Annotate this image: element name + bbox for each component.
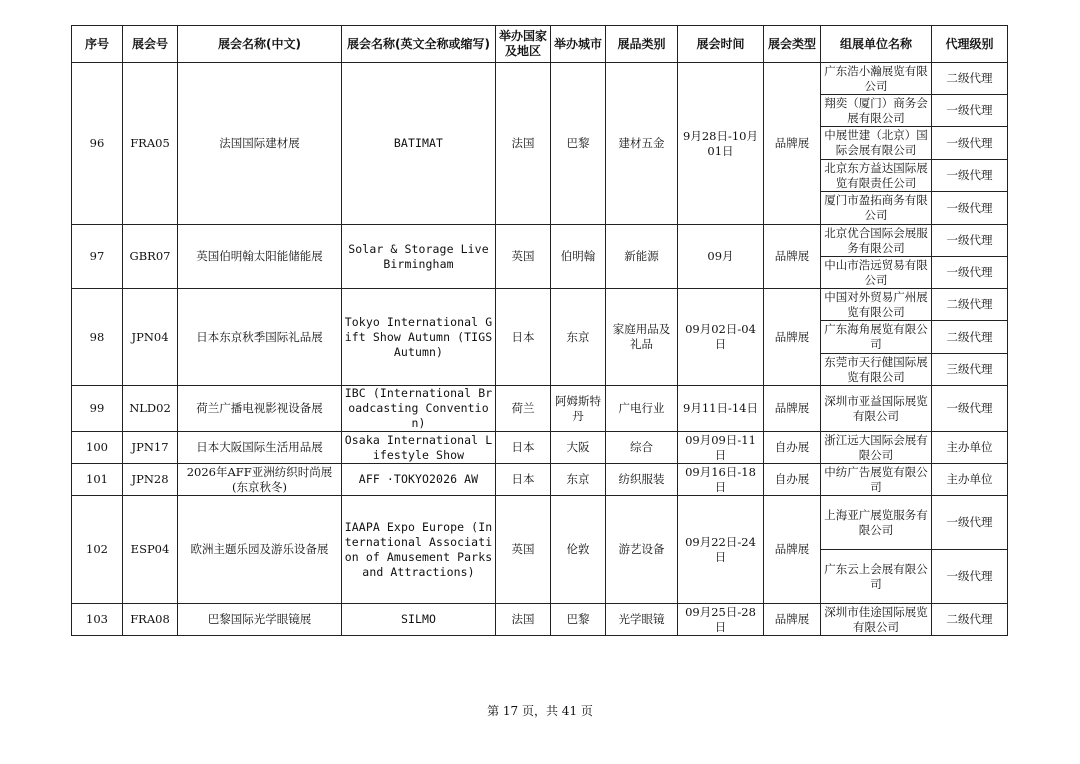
cell-organizer: 深圳市佳途国际展览有限公司 xyxy=(821,604,932,636)
header-level: 代理级别 xyxy=(932,26,1008,63)
table-row xyxy=(72,604,1008,636)
cell-time: 09月09日-11日 xyxy=(678,432,764,464)
cell-no: 98 xyxy=(72,289,123,386)
cell-country: 日本 xyxy=(496,289,551,386)
cell-level: 一级代理 xyxy=(932,257,1008,289)
header-time: 展会时间 xyxy=(678,26,764,63)
cell-category: 建材五金 xyxy=(606,63,678,225)
cell-level: 二级代理 xyxy=(932,604,1008,636)
cell-level: 一级代理 xyxy=(932,496,1008,550)
cell-level: 主办单位 xyxy=(932,464,1008,496)
cell-category: 纺织服装 xyxy=(606,464,678,496)
cell-time: 09月25日-28日 xyxy=(678,604,764,636)
cell-time: 09月22日-24日 xyxy=(678,496,764,604)
cell-type: 品牌展 xyxy=(764,386,821,432)
cell-level: 主办单位 xyxy=(932,432,1008,464)
cell-category: 广电行业 xyxy=(606,386,678,432)
cell-name-en: Solar & Storage Live Birmingham xyxy=(342,225,496,289)
cell-type: 品牌展 xyxy=(764,289,821,386)
cell-organizer: 广东浩小瀚展览有限公司 xyxy=(821,63,932,95)
cell-category: 新能源 xyxy=(606,225,678,289)
cell-city: 伦敦 xyxy=(551,496,606,604)
cell-category: 游艺设备 xyxy=(606,496,678,604)
cell-city: 巴黎 xyxy=(551,63,606,225)
cell-country: 荷兰 xyxy=(496,386,551,432)
cell-name-cn: 荷兰广播电视影视设备展 xyxy=(178,386,342,432)
cell-organizer: 北京东方益达国际展览有限责任公司 xyxy=(821,160,932,192)
cell-name-en: SILMO xyxy=(342,604,496,636)
cell-name-en: IBC (International Broadcasting Convention) xyxy=(342,386,496,432)
cell-category: 综合 xyxy=(606,432,678,464)
cell-name-cn: 巴黎国际光学眼镜展 xyxy=(178,604,342,636)
cell-organizer: 翔奕（厦门）商务会展有限公司 xyxy=(821,95,932,127)
cell-organizer: 中展世建（北京）国际会展有限公司 xyxy=(821,127,932,160)
cell-name-cn: 英国伯明翰太阳能储能展 xyxy=(178,225,342,289)
cell-time: 9月11日-14日 xyxy=(678,386,764,432)
cell-category: 光学眼镜 xyxy=(606,604,678,636)
table-row xyxy=(72,289,1008,321)
header-category: 展品类别 xyxy=(606,26,678,63)
cell-no: 102 xyxy=(72,496,123,604)
cell-organizer: 东莞市天行健国际展览有限公司 xyxy=(821,354,932,386)
cell-code: JPN17 xyxy=(123,432,178,464)
cell-type: 自办展 xyxy=(764,432,821,464)
cell-no: 103 xyxy=(72,604,123,636)
cell-level: 一级代理 xyxy=(932,550,1008,604)
cell-city: 阿姆斯特丹 xyxy=(551,386,606,432)
cell-type: 品牌展 xyxy=(764,604,821,636)
cell-type: 品牌展 xyxy=(764,225,821,289)
cell-code: NLD02 xyxy=(123,386,178,432)
cell-time: 09月 xyxy=(678,225,764,289)
cell-name-en: IAAPA Expo Europe (International Association of Amusement Parks and Attractions) xyxy=(342,496,496,604)
header-city: 举办城市 xyxy=(551,26,606,63)
cell-city: 东京 xyxy=(551,289,606,386)
cell-name-en: Osaka International Lifestyle Show xyxy=(342,432,496,464)
header-country: 举办国家及地区 xyxy=(496,26,551,63)
cell-level: 一级代理 xyxy=(932,127,1008,160)
cell-city: 巴黎 xyxy=(551,604,606,636)
cell-type: 自办展 xyxy=(764,464,821,496)
cell-code: FRA05 xyxy=(123,63,178,225)
cell-country: 英国 xyxy=(496,496,551,604)
cell-type: 品牌展 xyxy=(764,496,821,604)
header-type: 展会类型 xyxy=(764,26,821,63)
cell-organizer: 中纺广告展览有限公司 xyxy=(821,464,932,496)
cell-level: 二级代理 xyxy=(932,321,1008,354)
cell-code: JPN28 xyxy=(123,464,178,496)
cell-name-cn: 法国国际建材展 xyxy=(178,63,342,225)
cell-no: 100 xyxy=(72,432,123,464)
cell-organizer: 深圳市亚益国际展览有限公司 xyxy=(821,386,932,432)
cell-name-cn: 日本大阪国际生活用品展 xyxy=(178,432,342,464)
table-body xyxy=(72,63,1008,636)
header-no: 序号 xyxy=(72,26,123,63)
header-row xyxy=(72,26,1008,63)
cell-level: 三级代理 xyxy=(932,354,1008,386)
cell-organizer: 广东云上会展有限公司 xyxy=(821,550,932,604)
table-row xyxy=(72,225,1008,257)
table-row xyxy=(72,386,1008,432)
cell-city: 东京 xyxy=(551,464,606,496)
cell-organizer: 中山市浩远贸易有限公司 xyxy=(821,257,932,289)
table-row xyxy=(72,432,1008,464)
cell-category: 家庭用品及礼品 xyxy=(606,289,678,386)
cell-organizer: 上海亚广展览服务有限公司 xyxy=(821,496,932,550)
table-row xyxy=(72,464,1008,496)
exhibition-table xyxy=(71,25,1008,636)
cell-level: 一级代理 xyxy=(932,95,1008,127)
table-row xyxy=(72,63,1008,95)
cell-name-cn: 欧洲主题乐园及游乐设备展 xyxy=(178,496,342,604)
cell-country: 法国 xyxy=(496,63,551,225)
cell-level: 一级代理 xyxy=(932,386,1008,432)
cell-type: 品牌展 xyxy=(764,63,821,225)
cell-organizer: 厦门市盈拓商务有限公司 xyxy=(821,192,932,225)
cell-organizer: 浙江远大国际会展有限公司 xyxy=(821,432,932,464)
page-footer: 第 17 页，共 41 页 xyxy=(487,704,593,718)
cell-name-cn: 日本东京秋季国际礼品展 xyxy=(178,289,342,386)
cell-time: 09月16日-18日 xyxy=(678,464,764,496)
cell-no: 96 xyxy=(72,63,123,225)
cell-code: ESP04 xyxy=(123,496,178,604)
cell-level: 一级代理 xyxy=(932,225,1008,257)
cell-country: 日本 xyxy=(496,464,551,496)
cell-organizer: 中国对外贸易广州展览有限公司 xyxy=(821,289,932,321)
cell-level: 一级代理 xyxy=(932,160,1008,192)
cell-code: GBR07 xyxy=(123,225,178,289)
cell-no: 97 xyxy=(72,225,123,289)
cell-organizer: 广东海角展览有限公司 xyxy=(821,321,932,354)
cell-no: 99 xyxy=(72,386,123,432)
cell-level: 一级代理 xyxy=(932,192,1008,225)
cell-time: 09月02日-04日 xyxy=(678,289,764,386)
cell-time: 9月28日-10月01日 xyxy=(678,63,764,225)
cell-name-en: BATIMAT xyxy=(342,63,496,225)
cell-city: 大阪 xyxy=(551,432,606,464)
header-name-cn: 展会名称(中文) xyxy=(178,26,342,63)
cell-organizer: 北京优合国际会展服务有限公司 xyxy=(821,225,932,257)
cell-code: JPN04 xyxy=(123,289,178,386)
cell-name-cn: 2026年AFF亚洲纺织时尚展(东京秋冬) xyxy=(178,464,342,496)
cell-name-en: AFF ·TOKYO2026 AW xyxy=(342,464,496,496)
cell-code: FRA08 xyxy=(123,604,178,636)
cell-country: 法国 xyxy=(496,604,551,636)
cell-no: 101 xyxy=(72,464,123,496)
cell-name-en: Tokyo International Gift Show Autumn (TIGS Autumn) xyxy=(342,289,496,386)
header-organizer: 组展单位名称 xyxy=(821,26,932,63)
header-code: 展会号 xyxy=(123,26,178,63)
header-name-en: 展会名称(英文全称或缩写) xyxy=(342,26,496,63)
cell-country: 英国 xyxy=(496,225,551,289)
table-row xyxy=(72,496,1008,550)
cell-city: 伯明翰 xyxy=(551,225,606,289)
cell-level: 二级代理 xyxy=(932,63,1008,95)
cell-country: 日本 xyxy=(496,432,551,464)
cell-level: 二级代理 xyxy=(932,289,1008,321)
